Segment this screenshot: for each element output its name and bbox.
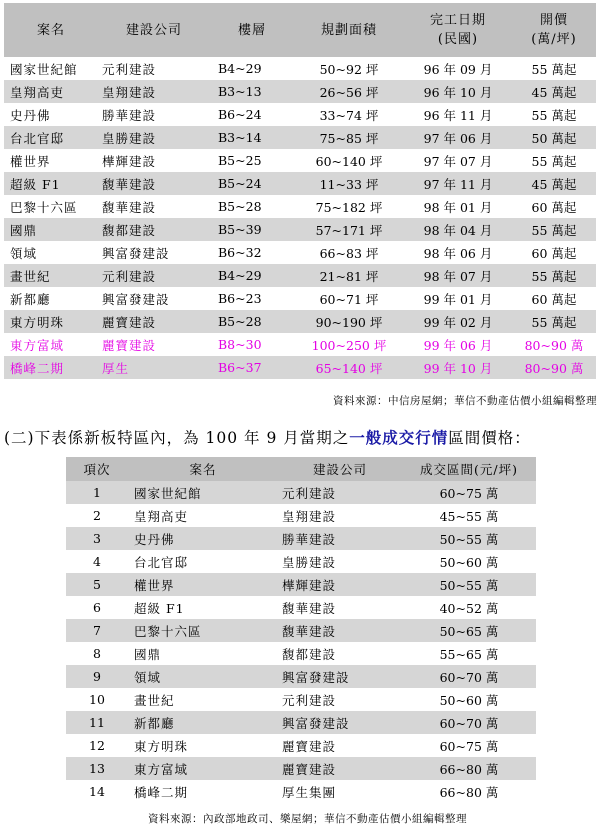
item-no-cell: 14 [89, 784, 105, 799]
area-cell: 60~140 坪 [315, 153, 383, 169]
developer-cell: 元利建設 [98, 264, 210, 287]
completion-cell: 99 年 01 月 [423, 291, 493, 307]
table1-header-row [4, 3, 596, 57]
price-cell: 55 萬起 [512, 310, 596, 333]
price-cell: 55 萬起 [512, 264, 596, 287]
project-name-cell: 史丹佛 [128, 527, 278, 550]
table-row [4, 356, 596, 379]
table1-source-note: 資料來源：中信房屋網；華信不動產估價小組編輯整理 [333, 395, 597, 407]
area-cell: 50~92 坪 [319, 61, 379, 77]
table-row [4, 80, 596, 103]
floors-cell: B3~14 [210, 126, 294, 149]
table-row [66, 504, 536, 527]
header-project-name: 案名 [128, 457, 278, 481]
header-floors: 樓層 [210, 3, 294, 57]
transaction-range-cell: 50~55 萬 [402, 527, 536, 550]
developer-cell: 勝華建設 [102, 107, 157, 123]
area-cell: 33~74 坪 [319, 107, 379, 123]
project-name-cell: 畫世紀 [4, 264, 98, 287]
transaction-price-table [66, 457, 536, 803]
header-planned-area: 規劃面積 [294, 3, 404, 57]
transaction-range-cell: 66~80 萬 [402, 757, 536, 780]
price-cell: 55 萬起 [531, 107, 577, 123]
transaction-range-cell: 50~55 萬 [402, 573, 536, 596]
floors-cell: B5~28 [210, 310, 294, 333]
price-cell: 55 萬起 [512, 218, 596, 241]
project-name-cell: 橋峰二期 [134, 784, 189, 800]
project-name-cell: 超級 F1 [134, 600, 185, 616]
transaction-range-cell: 50~65 萬 [402, 619, 536, 642]
developer-cell: 麗寶建設 [278, 757, 402, 780]
transaction-range-cell: 60~70 萬 [402, 711, 536, 734]
project-name-cell: 橋峰二期 [4, 356, 98, 379]
table-row [4, 172, 596, 195]
completion-cell: 97 年 11 月 [404, 172, 512, 195]
area-cell: 75~182 坪 [315, 199, 383, 215]
developer-cell: 興富發建設 [102, 245, 170, 261]
transaction-range-cell: 60~75 萬 [402, 481, 536, 504]
completion-cell: 99 年 10 月 [404, 356, 512, 379]
item-no-cell: 7 [66, 619, 128, 642]
table-row [66, 642, 536, 665]
project-name-cell: 領域 [10, 245, 38, 261]
table-row [4, 287, 596, 310]
developer-cell: 馥都建設 [98, 218, 210, 241]
new-project-price-table [4, 3, 596, 379]
completion-cell: 96 年 11 月 [423, 107, 493, 123]
area-cell: 90~190 坪 [294, 310, 404, 333]
developer-cell: 興富發建設 [278, 665, 402, 688]
developer-cell: 皇勝建設 [98, 126, 210, 149]
developer-cell: 麗寶建設 [282, 738, 337, 754]
floors-cell: B5~24 [210, 172, 294, 195]
table-row [4, 149, 596, 172]
item-no-cell: 2 [93, 508, 101, 523]
table-row [4, 103, 596, 126]
area-cell: 75~85 坪 [294, 126, 404, 149]
price-cell: 60 萬起 [531, 291, 577, 307]
project-name-cell: 東方明珠 [4, 310, 98, 333]
project-name-cell: 領域 [128, 665, 278, 688]
area-cell: 100~250 坪 [311, 337, 387, 353]
header-project-name: 案名 [4, 3, 98, 57]
price-cell: 50 萬起 [512, 126, 596, 149]
price-cell: 60 萬起 [531, 199, 577, 215]
project-name-cell: 台北官邸 [4, 126, 98, 149]
project-name-cell: 權世界 [128, 573, 278, 596]
price-cell: 80~90 萬 [524, 337, 584, 353]
completion-cell: 96 年 10 月 [404, 80, 512, 103]
section-heading [4, 426, 531, 448]
table-row [66, 734, 536, 757]
completion-cell: 97 年 06 月 [404, 126, 512, 149]
project-name-cell: 超級 F1 [4, 172, 98, 195]
header-completion-date [404, 3, 512, 57]
developer-cell: 皇勝建設 [282, 554, 337, 570]
developer-cell: 馥都建設 [282, 646, 337, 662]
table-row [4, 195, 596, 218]
table-row [4, 126, 596, 149]
item-no-cell: 12 [89, 738, 105, 753]
table-row [4, 333, 596, 356]
completion-cell: 97 年 07 月 [423, 153, 493, 169]
floors-cell: B6~23 [218, 291, 262, 306]
developer-cell: 麗寶建設 [98, 310, 210, 333]
transaction-range-cell: 50~60 萬 [439, 692, 499, 708]
project-name-cell: 新都廳 [10, 291, 51, 307]
floors-cell: B8~30 [218, 337, 262, 352]
floors-cell: B4~29 [218, 61, 262, 76]
item-no-cell: 3 [66, 527, 128, 550]
item-no-cell: 13 [66, 757, 128, 780]
area-cell: 21~81 坪 [294, 264, 404, 287]
header-price-line1: 開價 [539, 13, 568, 28]
price-cell: 45 萬起 [512, 172, 596, 195]
completion-cell: 98 年 01 月 [423, 199, 493, 215]
price-cell: 55 萬起 [531, 153, 577, 169]
project-name-cell: 東方明珠 [134, 738, 189, 754]
completion-cell: 98 年 04 月 [404, 218, 512, 241]
transaction-range-cell: 50~60 萬 [439, 554, 499, 570]
table-row [4, 241, 596, 264]
area-cell: 65~140 坪 [294, 356, 404, 379]
project-name-cell: 東方富域 [128, 757, 278, 780]
item-no-cell: 1 [66, 481, 128, 504]
item-no-cell: 10 [89, 692, 105, 707]
area-cell: 66~83 坪 [319, 245, 379, 261]
floors-cell: B6~32 [218, 245, 262, 260]
floors-cell: B5~25 [218, 153, 262, 168]
project-name-cell: 新都廳 [128, 711, 278, 734]
table-row [66, 619, 536, 642]
floors-cell: B4~29 [210, 264, 294, 287]
completion-cell: 99 年 02 月 [404, 310, 512, 333]
completion-cell: 96 年 09 月 [423, 61, 493, 77]
transaction-range-cell: 45~55 萬 [439, 508, 499, 524]
table-row [66, 780, 536, 803]
item-no-cell: 9 [66, 665, 128, 688]
transaction-range-cell: 40~52 萬 [439, 600, 499, 616]
project-name-cell: 皇翔高吏 [134, 508, 189, 524]
table-row [4, 264, 596, 287]
header-item-no: 項次 [66, 457, 128, 481]
table1-body [4, 57, 596, 379]
heading-suffix: 區間價格： [448, 429, 531, 447]
table-row [66, 596, 536, 619]
header-completion-line2: (民國) [437, 32, 479, 47]
header-price-line2: (萬/坪) [531, 32, 577, 47]
price-cell: 55 萬起 [531, 61, 577, 77]
developer-cell: 元利建設 [102, 61, 157, 77]
floors-cell: B5~39 [210, 218, 294, 241]
header-developer: 建設公司 [278, 457, 402, 481]
header-developer: 建設公司 [98, 3, 210, 57]
table2-body [66, 481, 536, 803]
project-name-cell: 國家世紀館 [10, 61, 78, 77]
table-row [66, 711, 536, 734]
table-row [66, 481, 536, 504]
project-name-cell: 皇翔高吏 [4, 80, 98, 103]
project-name-cell: 史丹佛 [10, 107, 51, 123]
table-row [66, 573, 536, 596]
table-row [66, 550, 536, 573]
table2-source-note: 資料來源：內政部地政司、樂屋網；華信不動產估價小組編輯整理 [148, 813, 467, 825]
project-name-cell: 國鼎 [4, 218, 98, 241]
developer-cell: 元利建設 [282, 692, 337, 708]
item-no-cell: 8 [93, 646, 101, 661]
table-row [4, 57, 596, 80]
item-no-cell: 11 [66, 711, 128, 734]
project-name-cell: 台北官邸 [134, 554, 189, 570]
area-cell: 11~33 坪 [294, 172, 404, 195]
area-cell: 60~71 坪 [319, 291, 379, 307]
transaction-range-cell: 55~65 萬 [439, 646, 499, 662]
developer-cell: 興富發建設 [278, 711, 402, 734]
developer-cell: 馥華建設 [98, 172, 210, 195]
table-row [66, 688, 536, 711]
developer-cell: 元利建設 [278, 481, 402, 504]
header-asking-price [512, 3, 596, 57]
table-row [66, 757, 536, 780]
transaction-range-cell: 60~70 萬 [402, 665, 536, 688]
developer-cell: 馥華建設 [282, 600, 337, 616]
floors-cell: B5~28 [218, 199, 262, 214]
item-no-cell: 5 [66, 573, 128, 596]
project-name-cell: 權世界 [10, 153, 51, 169]
floors-cell: B6~37 [210, 356, 294, 379]
project-name-cell: 國家世紀館 [128, 481, 278, 504]
area-cell: 57~171 坪 [294, 218, 404, 241]
table-row [66, 527, 536, 550]
floors-cell: B6~24 [218, 107, 262, 122]
project-name-cell: 巴黎十六區 [10, 199, 78, 215]
header-completion-line1: 完工日期 [429, 13, 486, 28]
floors-cell: B3~13 [210, 80, 294, 103]
developer-cell: 厚生集團 [282, 784, 337, 800]
table-row [66, 665, 536, 688]
area-cell: 26~56 坪 [294, 80, 404, 103]
header-transaction-range: 成交區間(元/坪) [402, 457, 536, 481]
item-no-cell: 4 [93, 554, 101, 569]
developer-cell: 樺輝建設 [278, 573, 402, 596]
table-row [4, 218, 596, 241]
transaction-range-cell: 60~75 萬 [439, 738, 499, 754]
completion-cell: 98 年 07 月 [404, 264, 512, 287]
price-cell: 60 萬起 [531, 245, 577, 261]
completion-cell: 98 年 06 月 [423, 245, 493, 261]
item-no-cell: 6 [93, 600, 101, 615]
completion-cell: 99 年 06 月 [423, 337, 493, 353]
developer-cell: 厚生 [98, 356, 210, 379]
transaction-range-cell: 66~80 萬 [439, 784, 499, 800]
developer-cell: 興富發建設 [102, 291, 170, 307]
developer-cell: 馥華建設 [102, 199, 157, 215]
developer-cell: 樺輝建設 [102, 153, 157, 169]
project-name-cell: 東方富域 [10, 337, 65, 353]
project-name-cell: 國鼎 [134, 646, 162, 662]
table-row [4, 310, 596, 333]
price-cell: 80~90 萬 [512, 356, 596, 379]
project-name-cell: 巴黎十六區 [128, 619, 278, 642]
developer-cell: 勝華建設 [278, 527, 402, 550]
table2-header-row [66, 457, 536, 481]
developer-cell: 馥華建設 [278, 619, 402, 642]
developer-cell: 皇翔建設 [98, 80, 210, 103]
developer-cell: 皇翔建設 [282, 508, 337, 524]
heading-prefix: (二)下表係新板特區內，為 100 年 9 月當期之 [4, 429, 350, 447]
heading-emphasis: 一般成交行情 [349, 428, 449, 447]
developer-cell: 麗寶建設 [102, 337, 157, 353]
project-name-cell: 畫世紀 [134, 692, 175, 708]
price-cell: 45 萬起 [512, 80, 596, 103]
